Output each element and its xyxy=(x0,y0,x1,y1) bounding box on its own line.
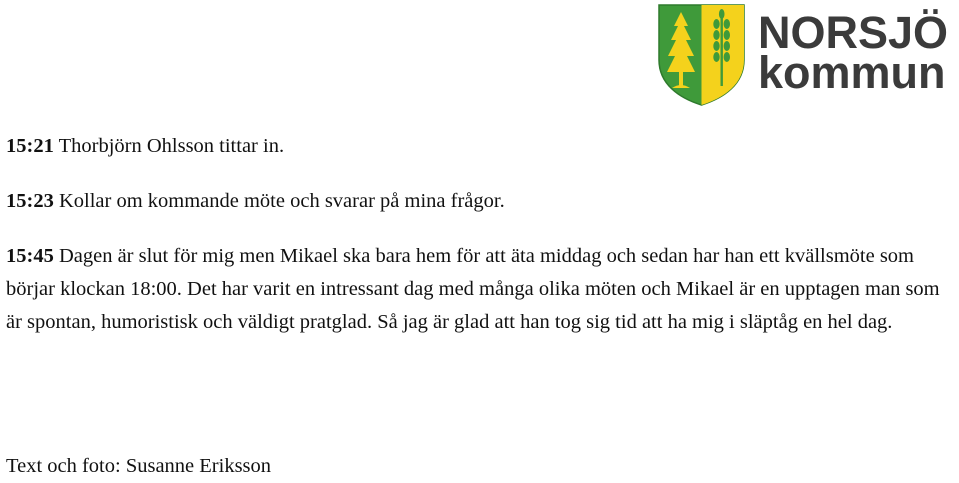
entry-time: 15:45 xyxy=(6,245,54,267)
logo-line-1: NORSJÖ xyxy=(758,7,949,58)
logo-graphic xyxy=(656,2,956,106)
photo-credit: Text och foto: Susanne Eriksson xyxy=(6,455,272,477)
norsjo-kommun-logo xyxy=(656,2,956,106)
entry-text: Thorbjörn Ohlsson tittar in. xyxy=(58,135,285,157)
logo-line-2: kommun xyxy=(758,47,946,98)
log-entry xyxy=(6,240,956,339)
entry-text: Dagen är slut för mig men Mikael ska bara hem för att äta middag och sedan har han ett kvällsmöte som börjar klockan 18:00. Det har varit en intressant dag med många olika möten och Mikael är en upptagen man som är spontan, humoristisk och väldigt pratglad. Så jag är glad att han tog sig tid att ha mig i släptåg en hel dag. xyxy=(6,245,940,333)
log-entry xyxy=(6,185,956,218)
coat-of-arms-icon xyxy=(659,5,744,105)
log-entry xyxy=(6,130,956,163)
entry-time: 15:23 xyxy=(6,190,54,212)
entry-time: 15:21 xyxy=(6,135,54,157)
entry-text: Kollar om kommande möte och svarar på mina frågor. xyxy=(58,190,505,212)
